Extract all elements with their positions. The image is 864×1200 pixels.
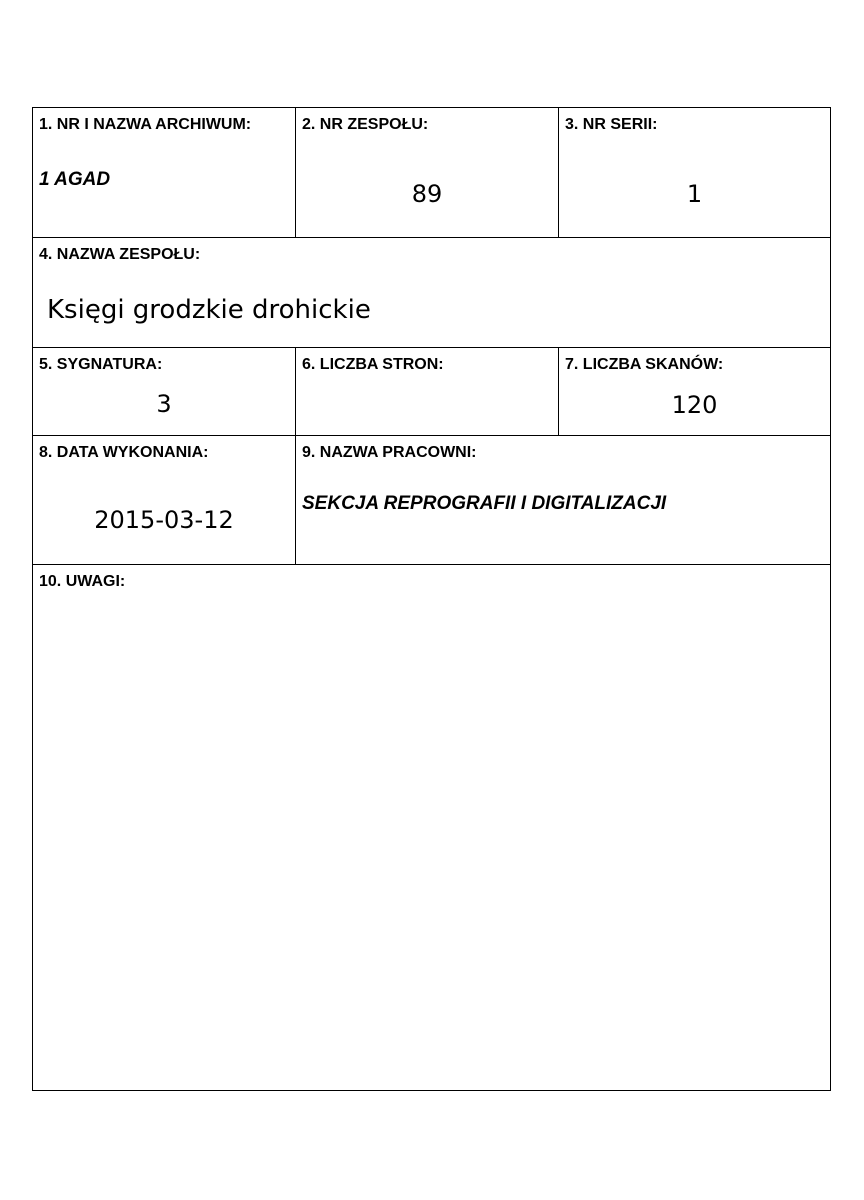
page-count-label: 6. LICZBA STRON:: [302, 356, 444, 373]
fonds-name-cell: [33, 238, 830, 347]
scan-count-cell: [559, 348, 830, 435]
remarks-label: 10. UWAGI:: [39, 573, 126, 590]
scan-count-label: 7. LICZBA SKANÓW:: [565, 356, 724, 373]
date-cell: [33, 436, 295, 564]
metadata-form: [32, 107, 831, 1091]
workshop-label: 9. NAZWA PRACOWNI:: [302, 444, 477, 461]
series-number-label: 3. NR SERII:: [565, 116, 658, 133]
fonds-number-value: 89: [411, 180, 443, 208]
signature-value: 3: [156, 390, 172, 418]
fonds-name-value: Księgi grodzkie drohickie: [47, 295, 371, 325]
workshop-value: SEKCJA REPROGRAFII I DIGITALIZACJI: [302, 493, 667, 514]
remarks-cell: [33, 565, 830, 1090]
fonds-number-cell: [296, 108, 558, 237]
workshop-cell: [296, 436, 830, 564]
page-count-cell: [296, 348, 558, 435]
date-label: 8. DATA WYKONANIA:: [39, 444, 209, 461]
archive-value: 1 AGAD: [39, 169, 111, 190]
signature-cell: [33, 348, 295, 435]
fonds-name-label: 4. NAZWA ZESPOŁU:: [39, 246, 201, 263]
archive-label: 1. NR I NAZWA ARCHIWUM:: [39, 116, 252, 133]
series-number-cell: [559, 108, 830, 237]
fonds-number-label: 2. NR ZESPOŁU:: [302, 116, 429, 133]
series-number-value: 1: [686, 180, 703, 208]
date-value: 2015-03-12: [94, 506, 234, 534]
archive-cell: [33, 108, 295, 237]
scan-count-value: 120: [671, 391, 718, 419]
signature-label: 5. SYGNATURA:: [39, 356, 163, 373]
